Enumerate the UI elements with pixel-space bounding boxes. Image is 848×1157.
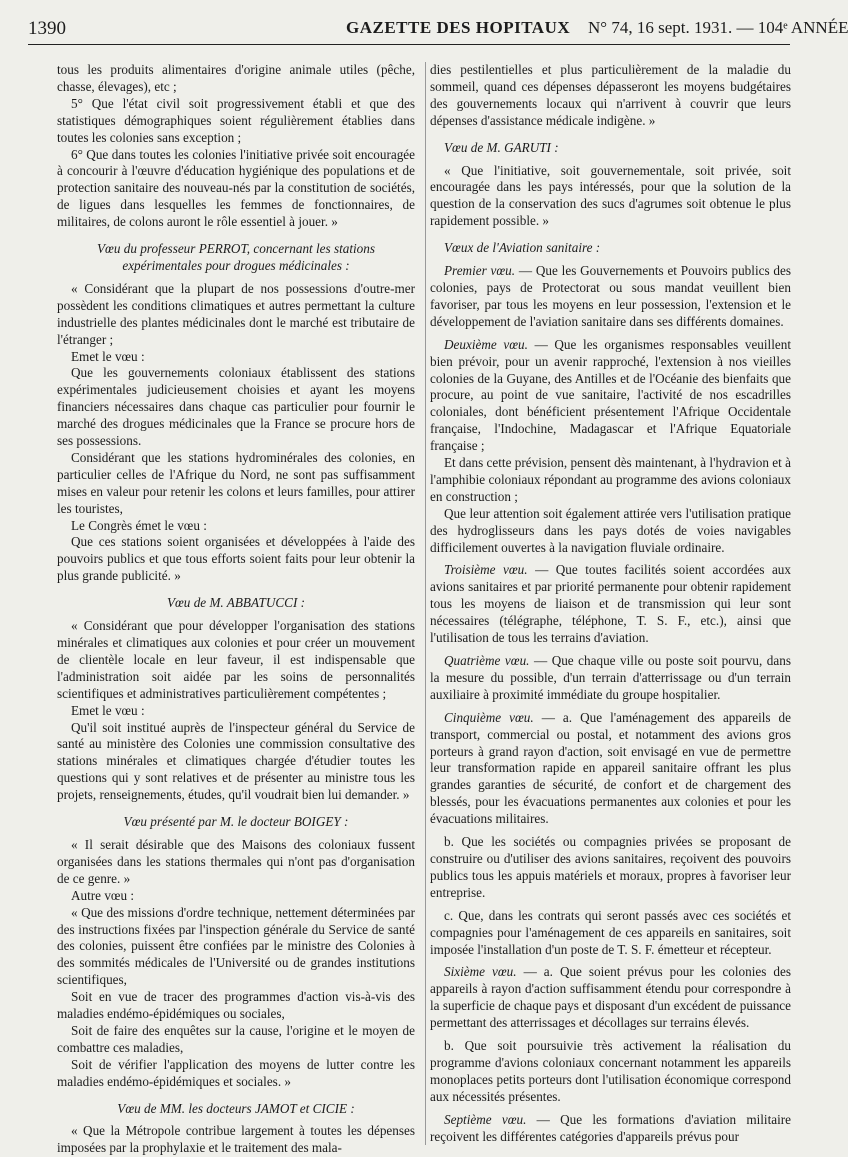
paragraph: b. Que soit poursuivie très activement la réalisation du programme d'avions coloniaux concernant notamment les appareils monoplaces petits porteurs dont l'utilisation économique correspond aux nécessités présentes. [430,1038,791,1104]
wish-label: Troisième vœu. [444,562,528,578]
paragraph: 6° Que dans toutes les colonies l'initiative privée soit encouragée à concourir à l'œuvre d'éducation hygiénique des populations et de protection sanitaire des nouveau-nés par la constitution de sociétés, de ligues dans lesquelles les femmes de fonctionnaires, de militaires, de colons auront le rôle essentiel à jouer. » [57,146,415,230]
wish-text: — Que chaque ville ou poste soit pourvu, dans la mesure du possible, d'un terrain d'atterrissage ou d'un terrain auxiliaire à proximité immédiate du groupe hospitalier. [430,653,791,702]
wish-text: — Que les Gouvernements et Pouvoirs publics des colonies, pays de Protectorat ou sous mandat veuillent bien favoriser, par tous les moyens en leur possession, l'extension et le développement de l'aviation sanitaire dans ses différents domaines. [430,263,791,329]
section-heading: Vœu du professeur PERROT, concernant les stations expérimentales pour drogues médicinales : [96,241,375,273]
paragraph: « Considérant que la plupart de nos possessions d'outre-mer possèdent les conditions climatiques et autres permettant la culture industrielle des plantes médicinales dont le marché est tributaire de l'étranger ; [57,280,415,347]
paragraph-first-wish [430,263,791,331]
paragraph: Et dans cette prévision, pensent dès maintenant, à l'hydravion et à l'amphibie coloniaux répondant au programme des avions coloniaux en construction ; [430,455,791,504]
paragraph: « Que la Métropole contribue largement à toutes les dépenses imposées par la prophylaxie et le traitement des mala- [57,1123,415,1156]
section-heading: Vœux de l'Aviation sanitaire : [444,240,601,256]
paragraph-sixth-wish [430,964,791,1032]
page-header [28,14,848,45]
wish-label: Cinquième vœu. [444,709,534,725]
wish-text: — Que les formations d'aviation militaire reçoivent les différentes catégories d'appareils prévus pour [430,1111,791,1144]
wish-label: Deuxième vœu. [444,336,528,352]
publication-title: GAZETTE DES HOPITAUX [346,18,571,37]
paragraph: « Que des missions d'ordre technique, nettement déterminées par des instructions fixées par l'inspection générale du Service de santé des colonies, puissent être confiées par le ministre des Colonies à des sommités médicales de l'Université ou de grandes institutions scientifiques, [57,904,415,988]
section-heading: Vœu de M. ABBATUCCI : [166,595,306,611]
paragraph: « Que l'initiative, soit gouvernementale, soit privée, soit encouragée dans les pays intéressés, pour que la solution de la question de la conservation des sucs d'agrumes soit obtenue le plus rapidement possible. » [430,162,791,229]
paragraph: Que ces stations soient organisées et développées à l'aide des pouvoirs publics et que tous efforts soient faits pour leur obtenir la plus grande publicité. » [57,534,415,584]
section-heading: Vœu présenté par M. le docteur BOIGEY : [123,814,349,830]
wish-label: Quatrième vœu. [444,653,530,668]
paragraph-second-wish [430,337,791,455]
paragraph: b. Que les sociétés ou compagnies privées se proposant de construire ou d'utiliser des avions sanitaires, reçoivent des pouvoirs publics tous les appuis matériels et moraux, propres à favoriser leur entreprise. [430,834,791,900]
paragraph: Considérant que les stations hydrominérales des colonies, en particulier celles de l'Afrique du Nord, ne sont pas suffisamment mises en valeur pour retenir les colons et leurs familles, pour attirer les touristes, [57,449,415,516]
paragraph-fourth-wish [430,653,791,704]
paragraph: Qu'il soit institué auprès de l'inspecteur général du Service de santé au ministère des Colonies une commission consultative des stations minérales et climatiques chargée d'étudier toutes les questions qui y sont relatives et de présenter au ministre tous les projets, renseignements, études, qu'il voudrait bien lui demander. » [57,719,415,803]
issue-info: N° 74, 16 sept. 1931. — 104ᵉ ANNÉE [588,18,848,37]
right-column [425,62,791,1145]
paragraph: Soit de faire des enquêtes sur la cause, l'origine et le moyen de combattre ces maladies, [57,1022,415,1055]
paragraph: Que leur attention soit également attirée vers l'utilisation pratique des hydroglisseurs dans les pays dotés de voies navigables difficilement ouvertes à la navigation fluviale ordinaire. [430,505,791,555]
paragraph: « Il serait désirable que des Maisons des coloniaux fussent organisées dans les stations thermales qui n'ont pas d'organisation de ce genre. » [57,836,415,886]
wish-label: Sixième vœu. [444,964,517,980]
wish-text: — a. Que soient prévus pour les colonies des appareils à rayon d'action suffisamment étendu pour correspondre à la superficie de chaque pays et disposant d'un excédent de puissance permettant des atterrissages et décollages sur terrains élevés. [430,964,791,1031]
paragraph: Soit en vue de tracer des programmes d'action vis-à-vis des maladies endémo-épidémiques ou sociales, [57,989,415,1022]
paragraph: Autre vœu : [71,887,134,903]
paragraph: « Considérant que pour développer l'organisation des stations minérales et climatiques aux colonies et pour créer un mouvement de clientèle locale en leur faveur, il est indispensable que l'administration soit aidée par les soins de personnalités scientifiques et administratives particulièrement compétentes ; [57,618,415,701]
wish-label: Septième vœu. [444,1111,527,1127]
section-heading: Vœu de MM. les docteurs JAMOT et CICIE : [117,1100,355,1116]
wish-text: — a. Que l'aménagement des appareils de transport, commercial ou postal, et notamment des avions gros porteurs à grand rayon d'action, soit envisagé en vue de permettre leur transformation rapide en appareil sanitaire offrant les plus grandes garanties de sécurité, de confort et de chargement des blessés, pour les évacuations permanentes aux colonies et pour les évacuations militaires. [430,709,791,827]
paragraph: Emet le vœu : [71,702,145,718]
paragraph-seventh-wish [430,1112,791,1146]
page-number: 1390 [28,18,66,39]
paragraph-fifth-wish [430,710,791,828]
paragraph: tous les produits alimentaires d'origine animale utiles (pêche, chasse, élevages), etc ; [57,62,415,94]
wish-text: — Que toutes facilités soient accordées aux avions sanitaires et par priorité permanente pour obtenir rapidement tous les moyens de liaison et de transmission qui leur sont nécessaires (télégraphe, téléphone, T. S. F., etc.), ainsi que l'utilisation de tous les terrains d'aviation. [430,562,791,646]
paragraph: Que les gouvernements coloniaux établissent des stations expérimentales judicieusement choisies et ayant les moyens financiers nécessaires dans chaque cas particulier pour fournir le marché des drogues médicinales que la France se procure hors de ses possessions. [57,365,415,449]
wish-text: — Que les organismes responsables veuillent bien prévoir, pour un avenir rapproché, l'extension à nos vieilles colonies de la Guyane, des Antilles et de l'Océanie des bienfaits que procure, au point de vue sanitaire, l'activité de nos escadrilles coloniales, dont bénéficient présentement l'Afrique Occidentale française, l'Indochine, Madagascar et l'Afrique Equatoriale française ; [430,336,791,454]
paragraph: Emet le vœu : [71,348,145,364]
paragraph: Soit de vérifier l'application des moyens de lutter contre les maladies endémo-épidémiques et sociales. » [57,1056,415,1089]
paragraph: Le Congrès émet le vœu : [71,517,207,533]
wish-label: Premier vœu. [444,263,516,279]
left-column [57,62,415,1157]
paragraph-third-wish [430,562,791,647]
section-heading: Vœu de M. GARUTI : [444,139,559,155]
paragraph: dies pestilentielles et plus particulièrement de la maladie du sommeil, quand ces dépenses dépasseront les moyens budgétaires des gouvernements locaux qui n'arrivent à couvrir que leurs dépenses d'assistance médicale indigène. » [430,62,791,128]
paragraph: c. Que, dans les contrats qui seront passés avec ces sociétés et compagnies pour l'aménagement de ces appareils en sanitaires, soit imposée l'installation d'un poste de T. S. F. émetteur et récepteur. [430,907,791,957]
paragraph: 5° Que l'état civil soit progressivement établi et que des statistiques démographiques soient régulièrement établies dans toutes les colonies sans exception ; [57,95,415,145]
